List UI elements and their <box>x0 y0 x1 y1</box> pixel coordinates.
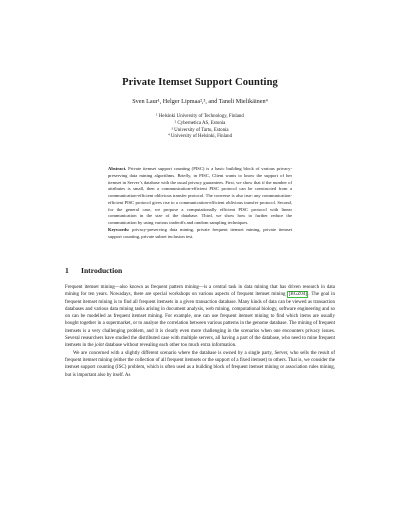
affiliation-list <box>0 114 400 141</box>
paragraph-1 <box>65 284 335 350</box>
section-heading <box>65 266 122 275</box>
affiliation-4: ⁴ University of Helsinki, Finland <box>167 134 233 140</box>
abstract-text: Private itemset support counting (PISC) is a basic building block of various privacy-preserving data mining algorithms. Briefly, in PISC, Client wants to know the support of her itemset in Server’s database with the usual privacy guarantees. First, we show that if the number of attributes is small, then a communication-efficient PISC protocol can be constructed from a communication-efficient oblivious transfer protocol. The converse is also true: any communication-efficient PISC protocol gives rise to a communication-efficient oblivious transfer protocol. Second, for the general case, we propose a computationally efficient PISC protocol with linear communication in the size of the database. Third, we show how to further reduce the communication by using various tradeoffs and random sampling techniques. <box>108 166 292 225</box>
paragraph-2: We are concerned with a slightly different scenario where the database is owned by a single party, Server, who sells the result of frequent itemset mining (either the collection of all frequent itemsets or the support of a fixed itemset) to others. That is, we consider the itemset support counting (ISC) problem, which is often used as a building block of frequent itemset mining or association rules mining, but is important also by itself. As <box>65 350 335 378</box>
affiliation-1: ¹ Helsinki University of Technology, Finland <box>156 114 244 119</box>
paragraph-1-text-b: . The goal in frequent itemset mining is to find all frequent itemsets in a given transaction database. Many kinds of data can be viewed as transaction databases and various data mining tasks arising in document analysis, web mining, computational biology, software engineering and so on can be modelled as frequent itemset mining. For example, one can use frequent itemset mining to find which items are usually bought together in a supermarket, or to analyse the correlation between various patterns in the genome database. The mining of frequent itemsets is a very challenging problem, and it is clearly even more challenging in the scenarios when one encounters privacy issues. Several researchers have studied the distributed case with multiple servers, all having a part of the database, who need to mine frequent itemsets in the <box>65 292 335 349</box>
body-text <box>65 284 335 379</box>
paragraph-1-text-a: Frequent itemset mining—also known as frequent pattern mining—is a central task in data mining that has driven research in data mining for ten years. Nowadays, there are special workshops on various aspects of frequent itemset mining <box>65 285 335 298</box>
section-number: 1 <box>65 266 69 275</box>
paper-title: Private Itemset Support Counting <box>122 77 278 88</box>
abstract <box>108 166 292 240</box>
abstract-label: Abstract. <box>108 166 127 171</box>
keywords-text: privacy-preserving data mining, private frequent itemset mining, private itemset support counting, private subset inclusion test. <box>108 226 292 239</box>
citation-link[interactable]: [BGZ04] <box>288 292 307 298</box>
keywords <box>108 227 292 241</box>
affiliation-2: ² Cybernetica AS, Estonia <box>174 120 226 126</box>
paragraph-1-text-c: database without revealing each other too much extra information. <box>103 343 237 349</box>
keywords-label: Keywords: <box>108 226 130 232</box>
author-list: Sven Laur¹, Helger Lipmaa²,³, and Taneli Mielikäinen⁴ <box>132 98 268 105</box>
paragraph-1-italic: joint <box>94 343 104 349</box>
section-title: Introduction <box>81 266 123 275</box>
affiliation-3: ³ University of Tartu, Estonia <box>171 127 229 133</box>
